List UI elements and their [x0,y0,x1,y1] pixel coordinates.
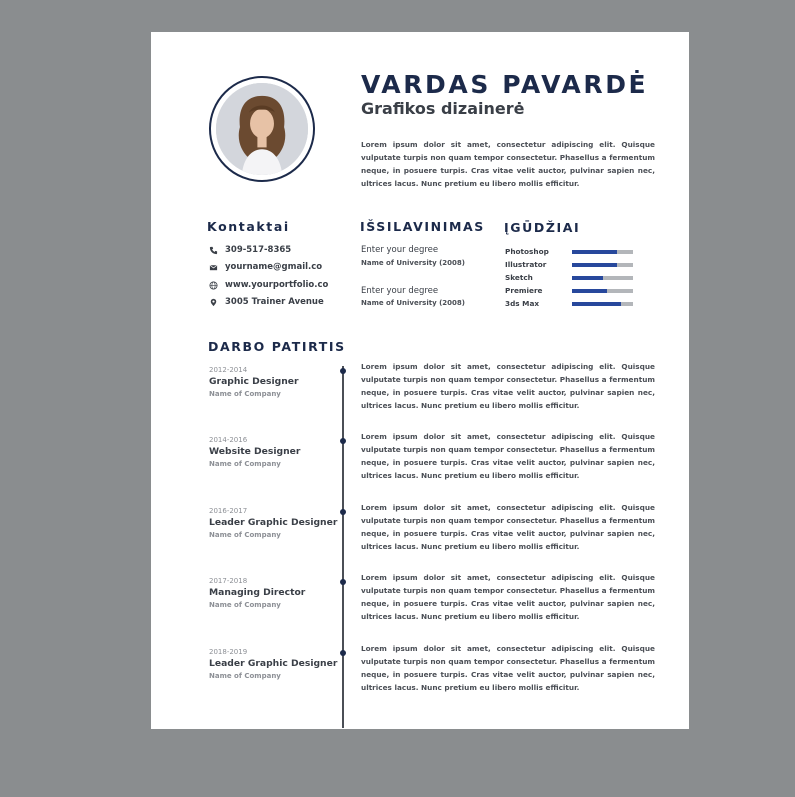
skill-label: Premiere [505,286,543,295]
job-title: Managing Director [209,587,306,598]
skill-item [505,258,645,271]
job-years: 2016-2017 [209,507,248,515]
contacts-heading: Kontaktai [207,219,290,234]
profile-photo [216,83,308,175]
job-description: Lorem ipsum dolor sit amet, consectetur adipiscing elit. Quisque vulputate turpis non quam tempor consectetur. Phasellus a fermentum neque, in posuere turpis. Cras vitae velit auctor, pulvinar sapien nec, ultrices lacus. Nunc pretium eu libero mollis efficitur. [361,644,655,692]
job-company: Name of Company [209,460,281,468]
profile-photo-frame [209,76,315,182]
contact-phone[interactable] [208,245,291,255]
education-university: Name of University (2008) [361,299,465,307]
job-description: Lorem ipsum dolor sit amet, consectetur adipiscing elit. Quisque vulputate turpis non quam tempor consectetur. Phasellus a fermentum neque, in posuere turpis. Cras vitae velit auctor, pulvinar sapien nec, ultrices lacus. Nunc pretium eu libero mollis efficitur. [361,503,655,551]
resume-page [151,32,689,729]
skill-bar-fill [572,250,617,254]
job-role: Grafikos dizainerė [361,99,525,118]
job-years: 2012-2014 [209,366,248,374]
skill-label: 3ds Max [505,299,540,307]
job-company: Name of Company [209,531,281,539]
job-title: Website Designer [209,446,301,457]
skill-item [505,245,645,258]
contact-address-text: 3005 Trainer Avenue [225,297,324,307]
education-heading: IŠSILAVINIMAS [360,219,485,234]
skill-item [505,297,645,307]
experience-item [151,644,689,714]
contact-website-text: www.yourportfolio.co [225,280,329,290]
skill-bar-fill [572,289,607,293]
skill-bar [572,276,633,280]
education-degree: Enter your degree [361,286,439,296]
job-description: Lorem ipsum dolor sit amet, consectetur adipiscing elit. Quisque vulputate turpis non quam tempor consectetur. Phasellus a fermentum neque, in posuere turpis. Cras vitae velit auctor, pulvinar sapien nec, ultrices lacus. Nunc pretium eu libero mollis efficitur. [361,573,655,621]
experience-item [151,503,689,573]
location-pin-icon [208,297,218,307]
experience-item [151,432,689,502]
mail-icon [208,262,218,272]
experience-item [151,573,689,643]
contact-website[interactable] [208,280,328,290]
contact-email[interactable] [208,262,322,272]
job-description: Lorem ipsum dolor sit amet, consectetur adipiscing elit. Quisque vulputate turpis non quam tempor consectetur. Phasellus a fermentum neque, in posuere turpis. Cras vitae velit auctor, pulvinar sapien nec, ultrices lacus. Nunc pretium eu libero mollis efficitur. [361,432,655,480]
job-company: Name of Company [209,390,281,398]
job-title: Leader Graphic Designer [209,517,338,528]
experience-item [151,362,689,432]
skill-bar [572,263,633,267]
contact-address [208,297,324,307]
job-title: Graphic Designer [209,376,299,387]
skill-label: Photoshop [505,247,549,256]
job-company: Name of Company [209,601,281,609]
skill-label: Illustrator [505,260,547,269]
skill-bar-fill [572,276,603,280]
job-years: 2017-2018 [209,577,248,585]
job-years: 2014-2016 [209,436,248,444]
skill-item [505,271,645,284]
experience-heading: DARBO PATIRTIS [208,339,346,354]
timeline-dot [340,650,346,656]
globe-icon [208,280,218,290]
profile-summary: Lorem ipsum dolor sit amet, consectetur adipiscing elit. Quisque vulputate turpis non quam tempor consectetur. Phasellus a fermentum neque, in posuere turpis. Cras vitae velit auctor, pulvinar sapien nec, ultrices lacus. Nunc pretium eu libero mollis efficitur. [361,140,655,188]
contact-phone-text: 309-517-8365 [225,245,292,255]
skill-bar [572,302,633,306]
contact-email-text: yourname@gmail.co [225,262,323,272]
timeline-dot [340,579,346,585]
job-company: Name of Company [209,672,281,680]
full-name: VARDAS PAVARDĖ [361,70,649,99]
skill-bar-fill [572,263,617,267]
skill-bar [572,250,633,254]
job-years: 2018-2019 [209,648,248,656]
timeline-dot [340,509,346,515]
skills-list [505,245,645,307]
skill-bar [572,289,633,293]
timeline-dot [340,438,346,444]
skill-label: Sketch [505,273,533,282]
skills-heading: ĮGŪDŽIAI [504,220,581,235]
timeline-dot [340,368,346,374]
phone-icon [208,245,218,255]
job-title: Leader Graphic Designer [209,658,338,669]
education-degree: Enter your degree [361,245,439,255]
skill-bar-fill [572,302,621,306]
skill-item [505,284,645,297]
job-description: Lorem ipsum dolor sit amet, consectetur adipiscing elit. Quisque vulputate turpis non quam tempor consectetur. Phasellus a fermentum neque, in posuere turpis. Cras vitae velit auctor, pulvinar sapien nec, ultrices lacus. Nunc pretium eu libero mollis efficitur. [361,362,655,410]
education-university: Name of University (2008) [361,259,465,267]
